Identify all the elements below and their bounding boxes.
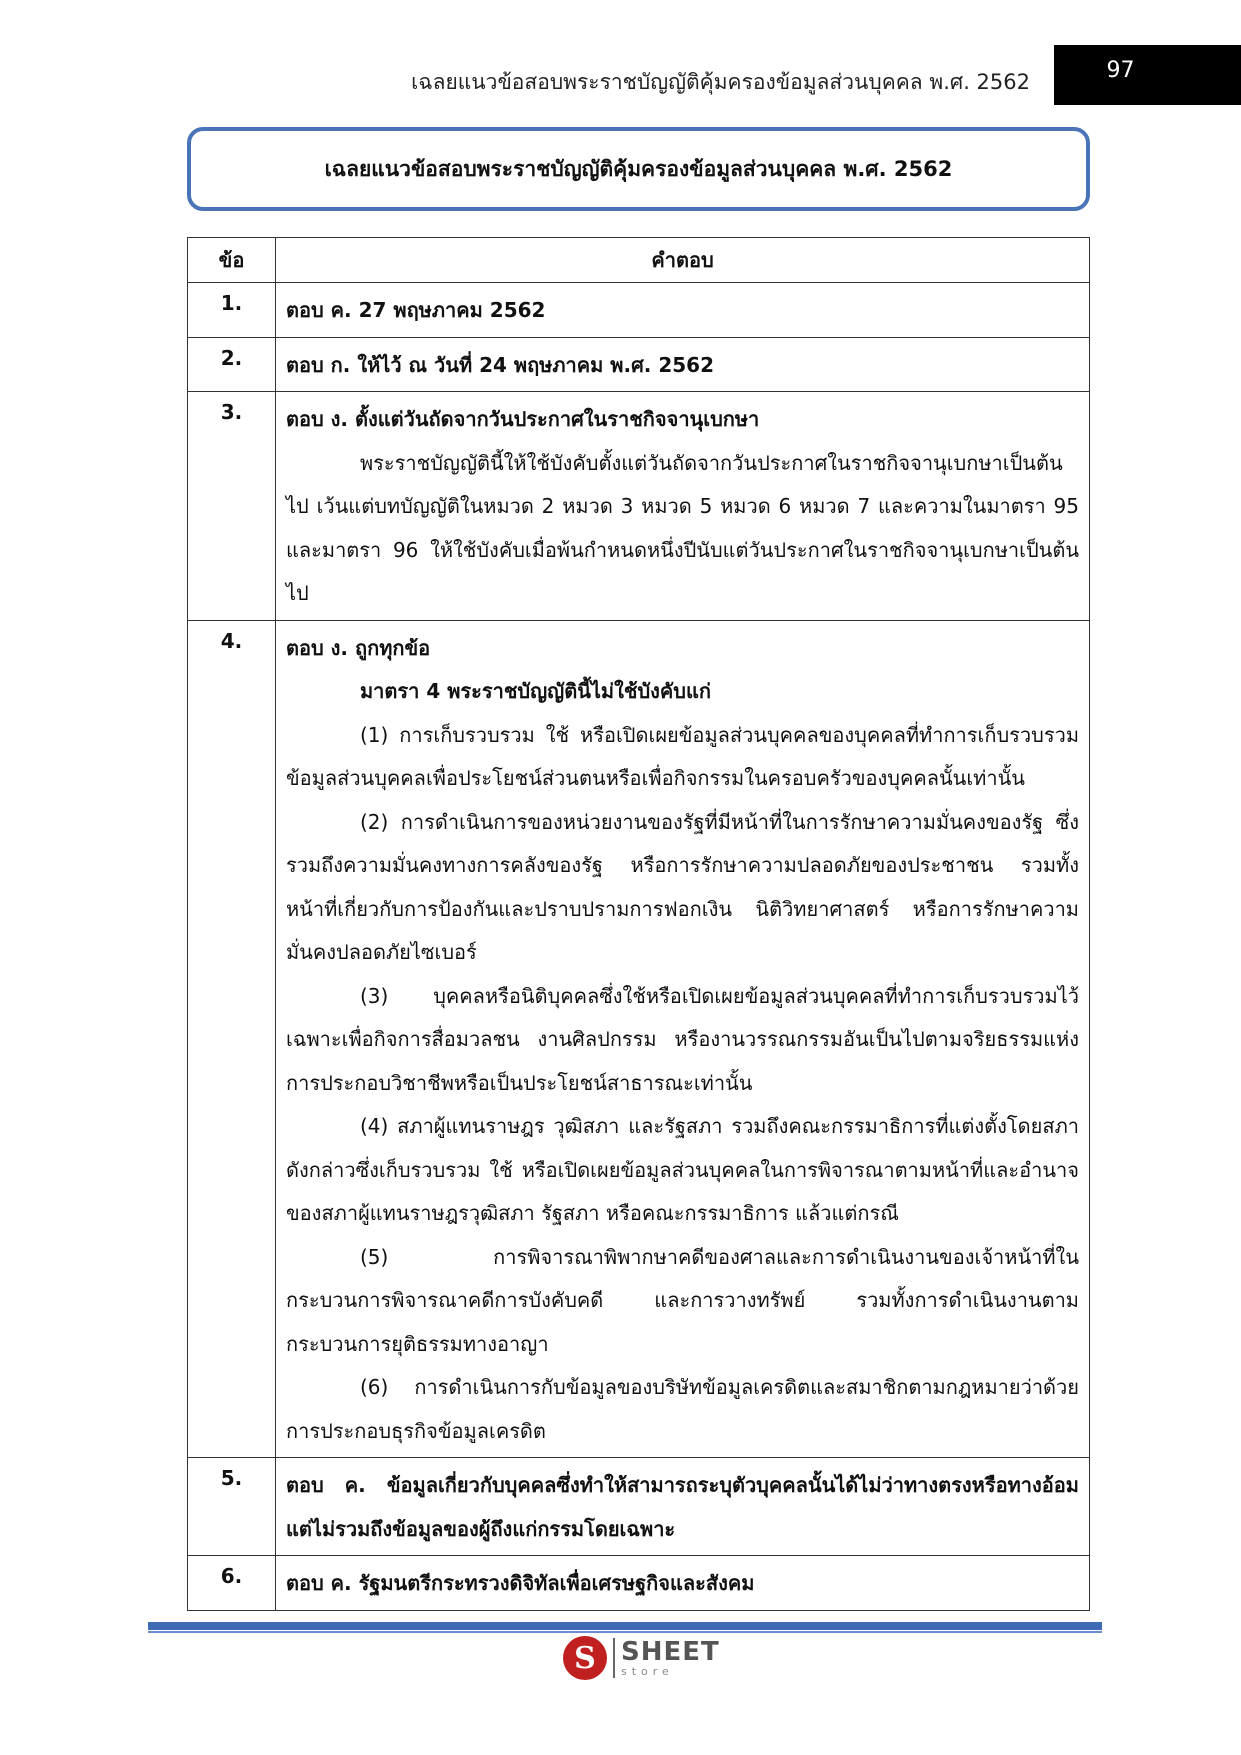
list-item: (2) การดำเนินการของหน่วยงานของรัฐที่มีหน้าที่ในการรักษาความมั่นคงของรัฐ ซึ่งรวมถึงความมั่นคงทางการคลังของรัฐ หรือการรักษาความปลอดภัยของประชาชน รวมทั้งหน้าที่เกี่ยวกับการป้องกันและปราบปรามการฟอกเงิน นิติวิทยาศาสตร์ หรือการรักษาความมั่นคงปลอดภัยไซเบอร์: [286, 809, 1079, 964]
table-row: [188, 283, 1090, 338]
answer-detail: พระราชบัญญัตินี้ให้ใช้บังคับตั้งแต่วันถัดจากวันประกาศในราชกิจจานุเบกษาเป็นต้นไป เว้นแต่บทบัญญัติในหมวด 2 หมวด 3 หมวด 5 หมวด 6 หมวด 7 และความในมาตรา 95 และมาตรา 96 ให้ใช้บังคับเมื่อพ้นกำหนดหนึ่งปีนับแต่วันประกาศในราชกิจจานุเบกษาเป็นต้นไป: [286, 450, 1079, 605]
section-heading: มาตรา 4 พระราชบัญญัตินี้ไม่ใช้บังคับแก่: [360, 679, 711, 703]
logo-text: [621, 1639, 720, 1677]
logo-mark-icon: S: [563, 1636, 607, 1680]
header-answer: คำตอบ: [276, 238, 1090, 283]
answer-text: ตอบ ก. ให้ไว้ ณ วันที่ 24 พฤษภาคม พ.ศ. 2562: [286, 352, 715, 377]
answer-text: ตอบ ค. รัฐมนตรีกระทรวงดิจิทัลเพื่อเศรษฐกิจและสังคม: [286, 1571, 755, 1595]
logo-word: SHEET: [621, 1637, 720, 1667]
answer-text: ตอบ ค. ข้อมูลเกี่ยวกับบุคคลซึ่งทำให้สามารถระบุตัวบุคคลนั้นได้ไม่ว่าทางตรงหรือทางอ้อม แต่ไม่รวมถึงข้อมูลของผู้ถึงแก่กรรมโดยเฉพาะ: [286, 1473, 1079, 1541]
header-no: ข้อ: [188, 238, 276, 283]
list-item: (1) การเก็บรวบรวม ใช้ หรือเปิดเผยข้อมูลส่วนบุคคลของบุคคลที่ทำการเก็บรวบรวมข้อมูลส่วนบุคคลเพื่อประโยชน์ส่วนตนหรือเพื่อกิจกรรมในครอบครัวของบุคคลนั้นเท่านั้น: [286, 722, 1079, 790]
row-number: 4.: [188, 620, 276, 1458]
table-row: [188, 1556, 1090, 1611]
title-box: [187, 127, 1090, 211]
answer-text: ตอบ ง. ตั้งแต่วันถัดจากวันประกาศในราชกิจจานุเบกษา: [286, 407, 760, 431]
table-row: [188, 1458, 1090, 1556]
list-item: (3) บุคคลหรือนิติบุคคลซึ่งใช้หรือเปิดเผยข้อมูลส่วนบุคคลที่ทำการเก็บรวบรวมไว้เฉพาะเพื่อกิจการสื่อมวลชน งานศิลปกรรม หรืองานวรรณกรรมอันเป็นไปตามจริยธรรมแห่งการประกอบวิชาชีพหรือเป็นประโยชน์สาธารณะเท่านั้น: [286, 983, 1079, 1095]
logo-divider: [613, 1638, 615, 1678]
list-item: (5) การพิจารณาพิพากษาคดีของศาลและการดำเนินงานของเจ้าหน้าที่ในกระบวนการพิจารณาคดีการบังคับคดี และการวางทรัพย์ รวมทั้งการดำเนินงานตามกระบวนการยุติธรรมทางอาญา: [286, 1244, 1079, 1356]
list-item: (6) การดำเนินการกับข้อมูลของบริษัทข้อมูลเครดิตและสมาชิกตามกฎหมายว่าด้วยการประกอบธุรกิจข้อมูลเครดิต: [286, 1375, 1079, 1443]
logo-sub: store: [621, 1665, 674, 1678]
table-row: [188, 392, 1090, 621]
answer-text: ตอบ ค. 27 พฤษภาคม 2562: [286, 298, 546, 322]
title-text: เฉลยแนวข้อสอบพระราชบัญญัติคุ้มครองข้อมูลส่วนบุคคล พ.ศ. 2562: [324, 156, 953, 181]
table-row: [188, 620, 1090, 1458]
answer-text: ตอบ ง. ถูกทุกข้อ: [286, 635, 431, 660]
table-row: [188, 337, 1090, 392]
table-header-row: [188, 238, 1090, 283]
page-number-box: [1054, 45, 1241, 105]
page-number: 97: [1106, 58, 1135, 83]
answers-table: [187, 237, 1090, 1611]
running-header: เฉลยแนวข้อสอบพระราชบัญญัติคุ้มครองข้อมูลส่วนบุคคล พ.ศ. 2562: [411, 70, 1030, 94]
sheet-store-logo: [563, 1636, 720, 1680]
row-number: 1.: [188, 283, 276, 338]
row-number: 2.: [188, 337, 276, 392]
footer-rule: [148, 1622, 1102, 1630]
row-number: 3.: [188, 392, 276, 621]
row-number: 6.: [188, 1556, 276, 1611]
list-item: (4) สภาผู้แทนราษฎร วุฒิสภา และรัฐสภา รวมถึงคณะกรรมาธิการที่แต่งตั้งโดยสภาดังกล่าวซึ่งเก็บรวบรวม ใช้ หรือเปิดเผยข้อมูลส่วนบุคคลในการพิจารณาตามหน้าที่และอำนาจของสภาผู้แทนราษฎรวุฒิสภา รัฐสภา หรือคณะกรรมาธิการ แล้วแต่กรณี: [286, 1114, 1079, 1225]
row-number: 5.: [188, 1458, 276, 1556]
